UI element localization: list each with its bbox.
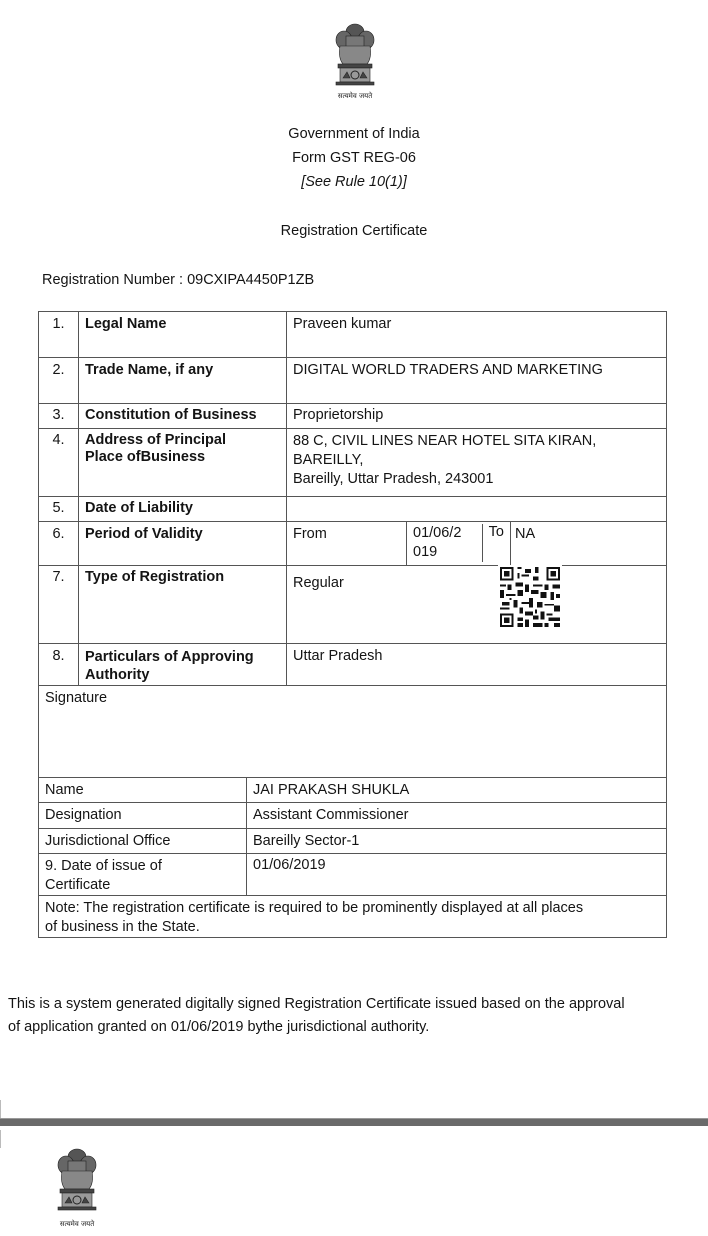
registration-type-value: Regular (287, 566, 667, 644)
registration-number-value: 09CXIPA4450P1ZB (187, 272, 315, 288)
designation-value: Assistant Commissioner (247, 803, 667, 829)
validity-from-label: From (287, 522, 407, 566)
lion-capital-icon (330, 22, 380, 92)
table-row (39, 566, 667, 644)
row-number: 2. (39, 358, 79, 404)
page-edge-mark (0, 1130, 1, 1148)
table-row (39, 312, 667, 358)
issue-date-label-line: Certificate (45, 877, 111, 893)
system-generated-note (8, 993, 698, 1039)
address-line: BAREILLY, (293, 452, 364, 468)
validity-to-value: NA (511, 522, 667, 566)
row-number: 8. (39, 644, 79, 686)
row-number: 5. (39, 497, 79, 522)
field-label: Trade Name, if any (79, 358, 287, 404)
validity-from-date-line: 019 (413, 544, 438, 560)
validity-to-label: To (488, 524, 504, 540)
national-emblem-logo (330, 22, 380, 106)
national-emblem-logo (52, 1146, 102, 1232)
jurisdictional-office-label: Jurisdictional Office (39, 829, 247, 854)
emblem-motto: सत्यमेव जयते (337, 92, 373, 100)
note-row (39, 896, 667, 938)
address-line: 88 C, CIVIL LINES NEAR HOTEL SITA KIRAN, (293, 433, 597, 449)
signature-label: Signature (39, 686, 667, 778)
table-row (39, 522, 667, 566)
table-row (39, 358, 667, 404)
registration-details-table (38, 311, 667, 938)
lion-capital-icon (52, 1146, 102, 1218)
footer-line: This is a system generated digitally signed Registration Certificate issued based on the approval (8, 996, 625, 1012)
field-label-line: Authority (85, 667, 150, 683)
field-label-line: Place ofBusiness (85, 449, 206, 465)
validity-from-date-line: 01/06/2 (413, 525, 462, 541)
row-number: 1. (39, 312, 79, 358)
table-row (39, 803, 667, 829)
field-label: Period of Validity (79, 522, 287, 566)
constitution-value: Proprietorship (287, 404, 667, 429)
table-row (39, 829, 667, 854)
rule-reference: [See Rule 10(1)] (301, 174, 407, 190)
qr-code-icon (498, 564, 562, 630)
note-text (39, 896, 667, 938)
registration-number-label: Registration Number : (42, 272, 184, 288)
footer-line: of application granted on 01/06/2019 bythe jurisdictional authority. (8, 1019, 430, 1035)
form-title: Form GST REG-06 (292, 150, 416, 166)
row-number: 4. (39, 429, 79, 497)
table-row (39, 778, 667, 803)
row-number: 3. (39, 404, 79, 429)
certificate-title: Registration Certificate (280, 223, 428, 239)
jurisdictional-office-value: Bareilly Sector-1 (247, 829, 667, 854)
page-break-divider (0, 1118, 708, 1126)
field-label: Type of Registration (79, 566, 287, 644)
note-line: Note: The registration certificate is required to be prominently displayed at all places (45, 900, 584, 916)
validity-period-cells (407, 522, 511, 566)
field-label (79, 429, 287, 497)
government-title: Government of India (288, 126, 420, 142)
legal-name-value: Praveen kumar (287, 312, 667, 358)
trade-name-value: DIGITAL WORLD TRADERS AND MARKETING (287, 358, 667, 404)
registration-number (42, 272, 314, 288)
field-label: Date of Liability (79, 497, 287, 522)
address-value (287, 429, 667, 497)
emblem-motto: सत्यमेव जयते (59, 1220, 95, 1228)
validity-from-date (407, 524, 482, 562)
address-line: Bareilly, Uttar Pradesh, 243001 (293, 471, 494, 487)
field-label: Legal Name (79, 312, 287, 358)
date-of-liability-value (287, 497, 667, 522)
field-label (79, 644, 287, 686)
name-label: Name (39, 778, 247, 803)
validity-subtable (407, 524, 510, 562)
table-row (39, 497, 667, 522)
table-row (39, 644, 667, 686)
approving-authority-value: Uttar Pradesh (287, 644, 667, 686)
issue-date-label-line: 9. Date of issue of (45, 858, 162, 874)
signature-row (39, 686, 667, 778)
table-row (39, 854, 667, 896)
officer-name-value: JAI PRAKASH SHUKLA (247, 778, 667, 803)
issue-date-label (39, 854, 247, 896)
field-label: Constitution of Business (79, 404, 287, 429)
page-edge-mark (0, 1100, 1, 1118)
field-label-line: Particulars of Approving (85, 649, 254, 665)
issue-date-value: 01/06/2019 (247, 854, 667, 896)
table-row (39, 429, 667, 497)
row-number: 7. (39, 566, 79, 644)
field-label-line: Address of Principal (85, 432, 227, 448)
table-row (39, 404, 667, 429)
note-line: of business in the State. (45, 919, 200, 935)
designation-label: Designation (39, 803, 247, 829)
row-number: 6. (39, 522, 79, 566)
